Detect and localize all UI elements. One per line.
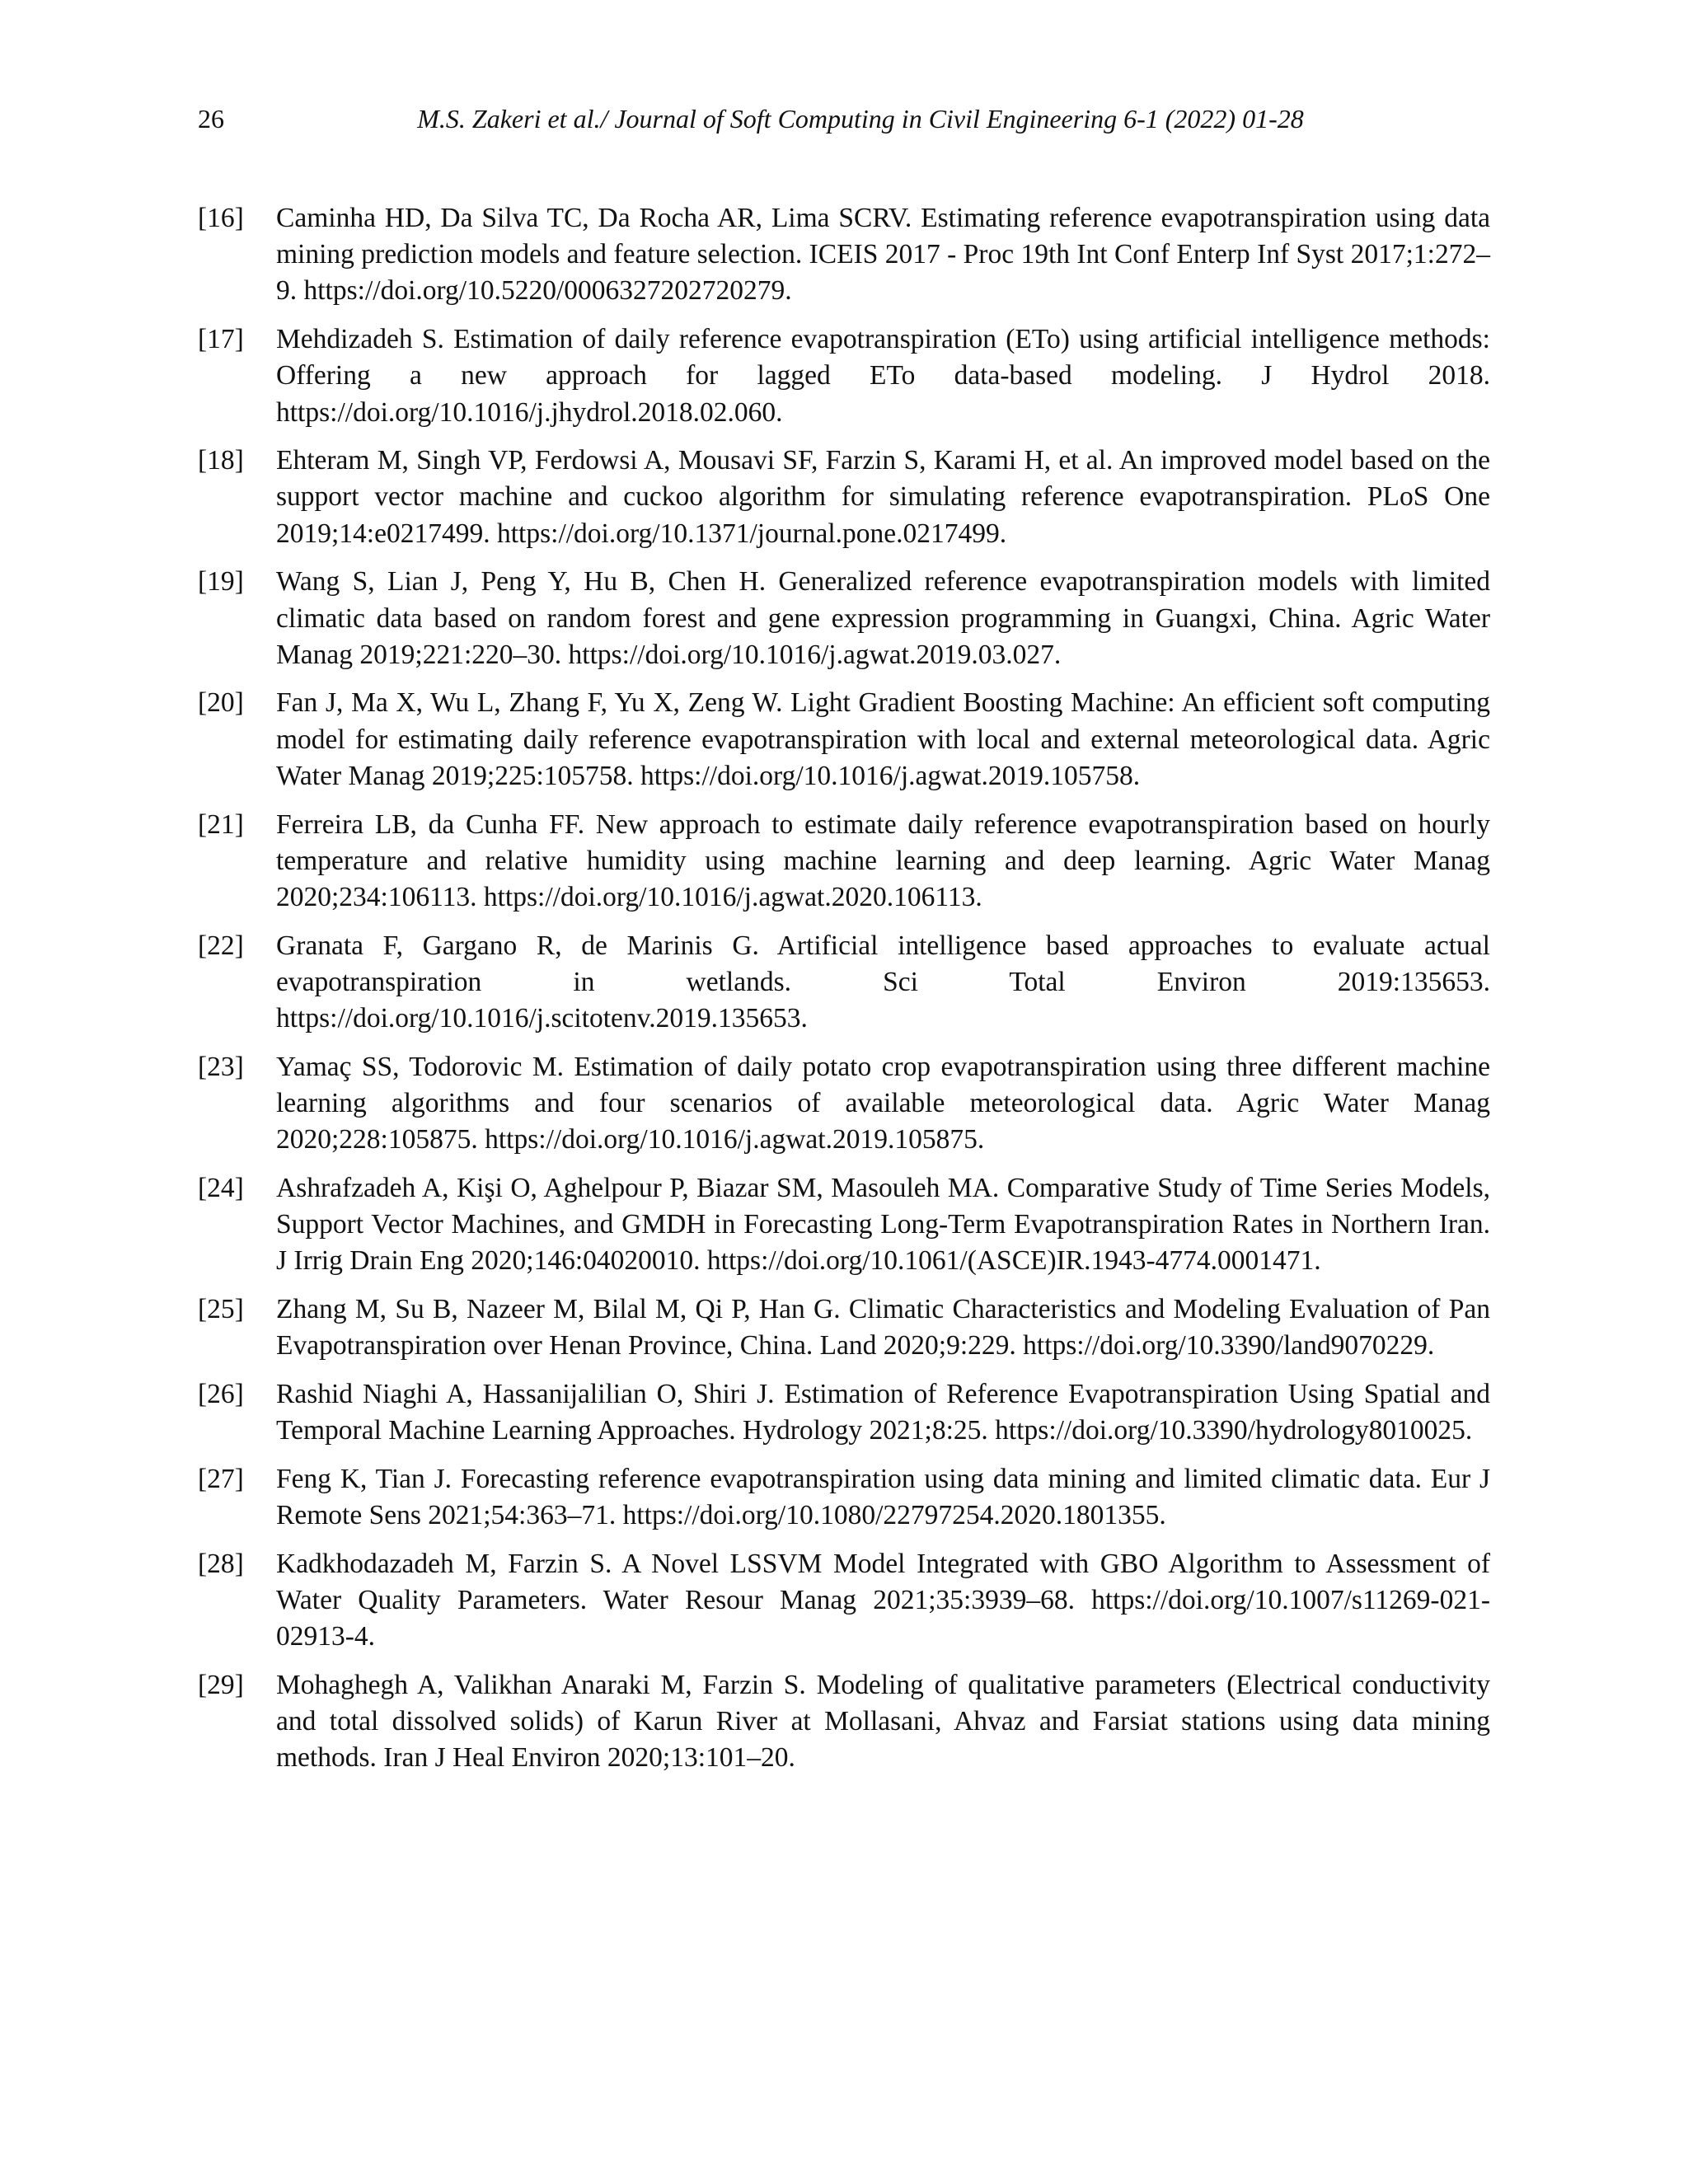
reference-item xyxy=(198,1376,1490,1449)
reference-item xyxy=(198,928,1490,1038)
reference-number: [26] xyxy=(198,1378,244,1409)
reference-text: Yamaç SS, Todorovic M. Estimation of daily potato crop evapotranspiration using three different machine learning algorithms and four scenarios of available meteorological data. Agric Water Manag 2020;228:105875. https://doi.org/10.1016/j.agwat.2019.105875. xyxy=(276,1051,1490,1155)
reference-number: [29] xyxy=(198,1669,244,1700)
reference-item xyxy=(198,1170,1490,1280)
reference-text: Ferreira LB, da Cunha FF. New approach to estimate daily reference evapotranspiration based on hourly temperature and relative humidity using machine learning and deep learning. Agric Water Manag 2020;234:106113. https://doi.org/10.1016/j.agwat.2020.106113. xyxy=(276,808,1490,912)
reference-number: [17] xyxy=(198,324,244,355)
reference-number: [19] xyxy=(198,566,244,598)
reference-text: Rashid Niaghi A, Hassanijalilian O, Shiri J. Estimation of Reference Evapotranspiration Using Spatial and Temporal Machine Learning Approaches. Hydrology 2021;8:25. https://doi.org/10.3390/hydrology8010025. xyxy=(276,1378,1490,1446)
reference-item xyxy=(198,1461,1490,1534)
running-header xyxy=(198,101,1490,137)
reference-number: [18] xyxy=(198,445,244,476)
reference-number: [22] xyxy=(198,930,244,961)
reference-item xyxy=(198,200,1490,310)
reference-number: [21] xyxy=(198,808,244,840)
reference-list xyxy=(198,200,1490,1788)
reference-item xyxy=(198,1291,1490,1364)
reference-number: [25] xyxy=(198,1293,244,1324)
reference-number: [28] xyxy=(198,1548,244,1579)
reference-item xyxy=(198,1546,1490,1656)
journal-citation-header: M.S. Zakeri et al./ Journal of Soft Computing in Civil Engineering 6-1 (2022) 01-28 xyxy=(417,104,1304,134)
reference-text: Granata F, Gargano R, de Marinis G. Artificial intelligence based approaches to evaluate actual evapotranspiration in wetlands. Sci Total Environ 2019:135653. https://doi.org/10.1016/j.scitotenv.2019.135653. xyxy=(276,930,1490,1034)
reference-text: Wang S, Lian J, Peng Y, Hu B, Chen H. Generalized reference evapotranspiration models with limited climatic data based on random forest and gene expression programming in Guangxi, China. Agric Water Manag 2019;221:220–30. https://doi.org/10.1016/j.agwat.2019.03.027. xyxy=(276,566,1490,670)
reference-text: Ashrafzadeh A, Kişi O, Aghelpour P, Biazar SM, Masouleh MA. Comparative Study of Time Series Models, Support Vector Machines, and GMDH in Forecasting Long-Term Evapotranspiration Rates in Northern Iran. J Irrig Drain Eng 2020;146:04020010. https://doi.org/10.1061/(ASCE)IR.1943-4774.0001471. xyxy=(276,1172,1490,1277)
reference-item xyxy=(198,321,1490,431)
reference-text: Ehteram M, Singh VP, Ferdowsi A, Mousavi SF, Farzin S, Karami H, et al. An improved model based on the support vector machine and cuckoo algorithm for simulating reference evapotranspiration. PLoS One 2019;14:e0217499. https://doi.org/10.1371/journal.pone.0217499. xyxy=(276,445,1490,549)
reference-number: [16] xyxy=(198,203,244,233)
reference-text: Feng K, Tian J. Forecasting reference evapotranspiration using data mining and limited climatic data. Eur J Remote Sens 2021;54:363–71. https://doi.org/10.1080/22797254.2020.1801355. xyxy=(276,1463,1490,1530)
reference-text: Zhang M, Su B, Nazeer M, Bilal M, Qi P, Han G. Climatic Characteristics and Modeling Evaluation of Pan Evapotranspiration over Henan Province, China. Land 2020;9:229. https://doi.org/10.3390/land9070229. xyxy=(276,1293,1490,1361)
reference-text: Mehdizadeh S. Estimation of daily reference evapotranspiration (ETo) using artificial intelligence methods: Offering a new approach for lagged ETo data-based modeling. J Hydrol 2018. https://doi.org/10.1016/j.jhydrol.2018.02.060. xyxy=(276,324,1490,428)
reference-item xyxy=(198,564,1490,673)
reference-text: Caminha HD, Da Silva TC, Da Rocha AR, Lima SCRV. Estimating reference evapotranspiration using data mining prediction models and feature selection. ICEIS 2017 - Proc 19th Int Conf Enterp Inf Syst 2017;1:272–9. https://doi.org/10.5220/0006327202720279. xyxy=(276,203,1490,307)
reference-item xyxy=(198,1049,1490,1159)
page-number: 26 xyxy=(198,104,224,134)
reference-item xyxy=(198,685,1490,794)
reference-text: Kadkhodazadeh M, Farzin S. A Novel LSSVM Model Integrated with GBO Algorithm to Assessment of Water Quality Parameters. Water Resour Manag 2021;35:3939–68. https://doi.org/10.1007/s11269-021-02913-4. xyxy=(276,1548,1490,1652)
reference-item xyxy=(198,807,1490,916)
reference-item xyxy=(198,443,1490,552)
reference-number: [20] xyxy=(198,687,244,719)
reference-text: Mohaghegh A, Valikhan Anaraki M, Farzin S. Modeling of qualitative parameters (Electrical conductivity and total dissolved solids) of Karun River at Mollasani, Ahvaz and Farsiat stations using data mining methods. Iran J Heal Environ 2020;13:101–20. xyxy=(276,1669,1490,1774)
reference-number: [24] xyxy=(198,1172,244,1203)
reference-text: Fan J, Ma X, Wu L, Zhang F, Yu X, Zeng W. Light Gradient Boosting Machine: An efficient soft computing model for estimating daily reference evapotranspiration with local and external meteorological data. Agric Water Manag 2019;225:105758. https://doi.org/10.1016/j.agwat.2019.105758. xyxy=(276,687,1490,791)
reference-item xyxy=(198,1667,1490,1777)
reference-number: [27] xyxy=(198,1463,244,1494)
reference-number: [23] xyxy=(198,1051,244,1082)
